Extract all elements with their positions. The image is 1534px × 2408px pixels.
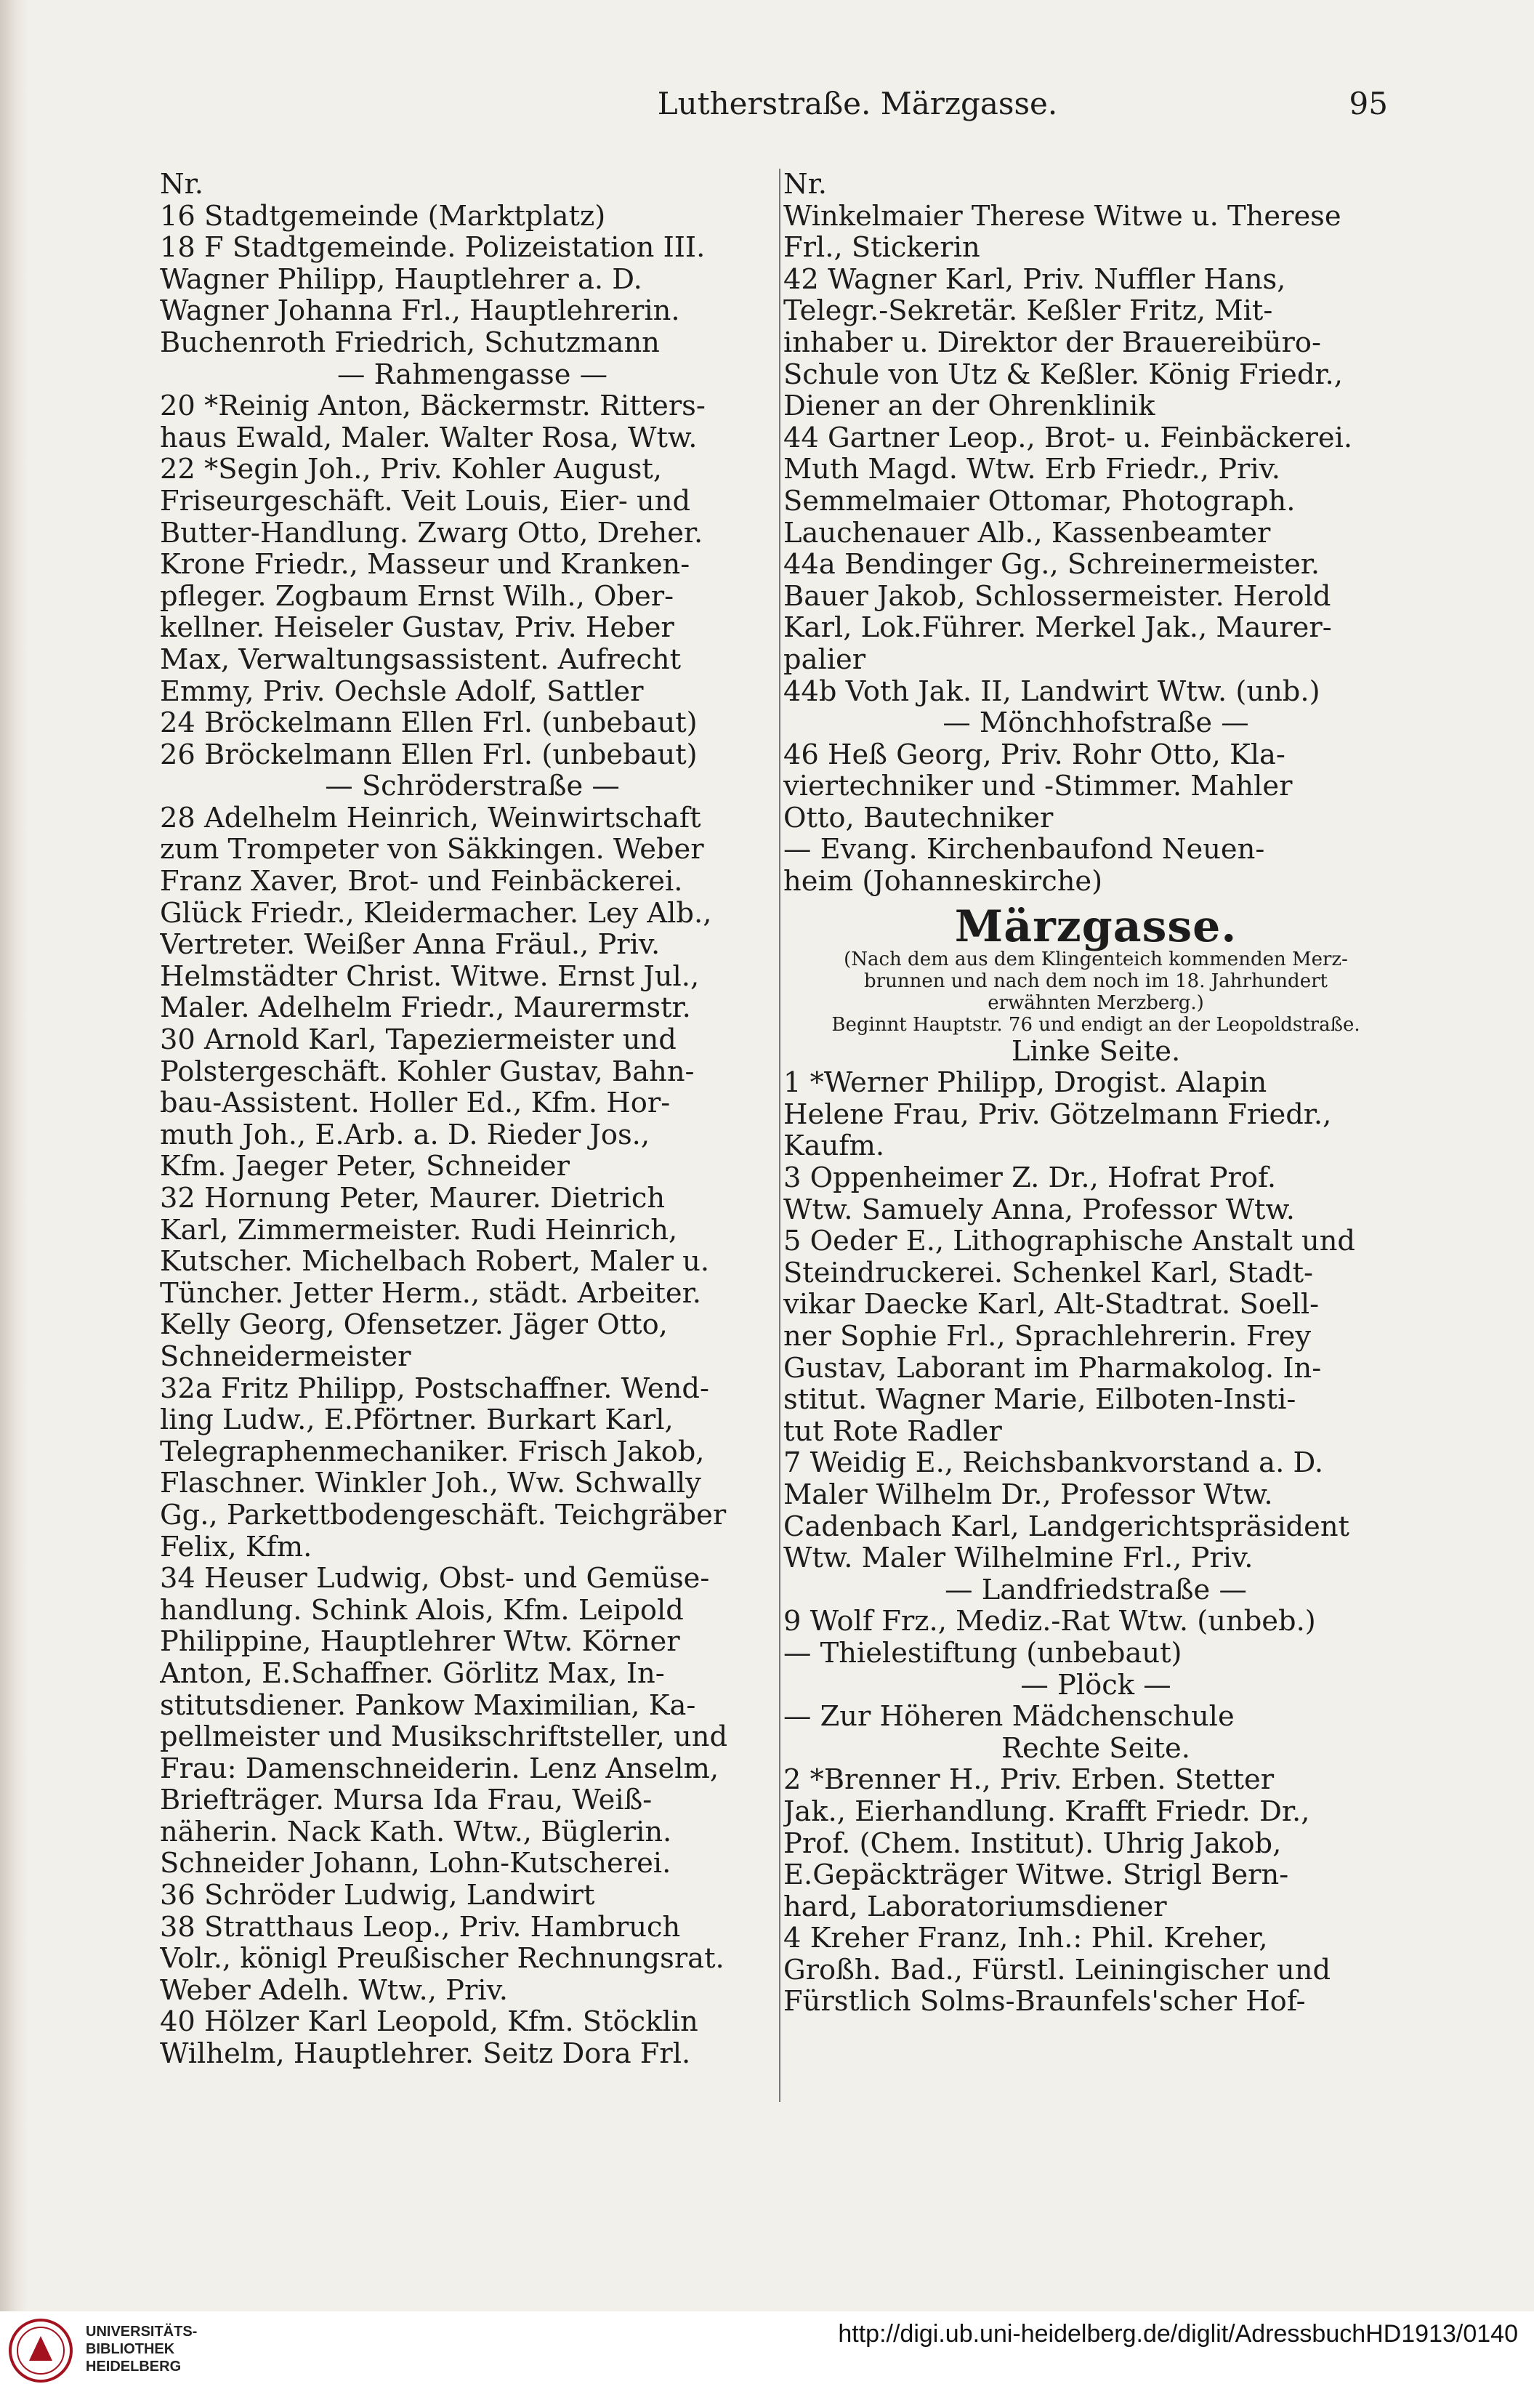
entry-line: Helmstädter Christ. Witwe. Ernst Jul.,: [160, 960, 700, 993]
entry-line: 32a Fritz Philipp, Postschaffner. Wend-: [160, 1372, 709, 1405]
entry-line: Helene Frau, Priv. Götzelmann Friedr.,: [783, 1098, 1332, 1131]
note-line: (Nach dem aus dem Klingenteich kommenden Merz-: [844, 948, 1348, 970]
entry-line: muth Joh., E.Arb. a. D. Rieder Jos.,: [160, 1119, 650, 1151]
entry-line: Maler. Adelhelm Friedr., Maurermstr.: [160, 992, 691, 1025]
entry-line: stitutsdiener. Pankow Maximilian, Ka-: [160, 1689, 696, 1722]
entry-line: pfleger. Zogbaum Ernst Wilh., Ober-: [160, 580, 674, 613]
entry-line: Wtw. Samuely Anna, Professor Wtw.: [783, 1193, 1295, 1226]
entry-line: Kfm. Jaeger Peter, Schneider: [160, 1151, 570, 1183]
note-line: erwähnten Merzberg.): [988, 991, 1204, 1014]
page-number: 95: [1349, 86, 1388, 121]
right-column-entries-bottom: [783, 1036, 1408, 2018]
entry-line: Karl, Zimmermeister. Rudi Heinrich,: [160, 1214, 678, 1247]
entry-line: Wagner Johanna Frl., Hauptlehrerin.: [160, 295, 680, 327]
entry-line: Großh. Bad., Fürstl. Leiningischer und: [783, 1954, 1331, 1986]
entry-line: Wagner Philipp, Hauptlehrer a. D.: [160, 263, 642, 296]
entry-line: — Thielestiftung (unbebaut): [783, 1637, 1182, 1670]
entry-line: Semmelmaier Ottomar, Photograph.: [783, 485, 1296, 518]
entry-line: Briefträger. Mursa Ida Frau, Weiß-: [160, 1784, 653, 1816]
entry-line: Butter-Handlung. Zwarg Otto, Dreher.: [160, 517, 703, 549]
library-name-line: UNIVERSITÄTS-: [86, 2324, 198, 2340]
column-divider: [779, 169, 780, 2102]
entry-line: 7 Weidig E., Reichsbankvorstand a. D.: [783, 1447, 1324, 1479]
entry-line: 44b Voth Jak. II, Landwirt Wtw. (unb.): [783, 675, 1320, 708]
entry-line: Steindruckerei. Schenkel Karl, Stadt-: [783, 1257, 1313, 1289]
note-line: brunnen und nach dem noch im 18. Jahrhundert: [864, 970, 1328, 992]
entry-line: Felix, Kfm.: [160, 1531, 312, 1563]
library-name: [86, 2323, 197, 2375]
entry-line: Philippine, Hauptlehrer Wtw. Körner: [160, 1626, 680, 1658]
entry-line: 32 Hornung Peter, Maurer. Dietrich: [160, 1183, 666, 1215]
entry-line: — Schröderstraße —: [325, 770, 620, 802]
entry-line: Franz Xaver, Brot- und Feinbäckerei.: [160, 866, 683, 898]
entry-line: Nr.: [160, 169, 203, 201]
entry-line: Cadenbach Karl, Landgerichtspräsident: [783, 1510, 1349, 1543]
entry-line: Glück Friedr., Kleidermacher. Ley Alb.,: [160, 897, 712, 930]
entry-line: 40 Hölzer Karl Leopold, Kfm. Stöcklin: [160, 2006, 698, 2039]
entry-line: — Plöck —: [1020, 1669, 1171, 1702]
entry-line: Kelly Georg, Ofensetzer. Jäger Otto,: [160, 1309, 668, 1341]
entry-line: Friseurgeschäft. Veit Louis, Eier- und: [160, 485, 691, 518]
entry-line: handlung. Schink Alois, Kfm. Leipold: [160, 1594, 684, 1627]
entry-line: palier: [783, 643, 866, 676]
entry-line: ner Sophie Frl., Sprachlehrerin. Frey: [783, 1321, 1312, 1353]
entry-line: Polstergeschäft. Kohler Gustav, Bahn-: [160, 1055, 695, 1088]
section-heading: Märzgasse.: [954, 901, 1238, 952]
entry-line: viertechniker und -Stimmer. Mahler: [783, 770, 1293, 802]
entry-line: inhaber u. Direktor der Brauereibüro-: [783, 326, 1321, 359]
entry-line: Winkelmaier Therese Witwe u. Therese: [783, 200, 1341, 233]
entry-line: 2 *Brenner H., Priv. Erben. Stetter: [783, 1764, 1275, 1796]
entry-line: Telegr.-Sekretär. Keßler Fritz, Mit-: [783, 295, 1273, 327]
entry-line: Rechte Seite.: [1001, 1732, 1190, 1765]
entry-line: Krone Friedr., Masseur und Kranken-: [160, 549, 690, 581]
entry-line: 1 *Werner Philipp, Drogist. Alapin: [783, 1067, 1267, 1099]
entry-line: 4 Kreher Franz, Inh.: Phil. Kreher,: [783, 1922, 1268, 1954]
library-name-line: BIBLIOTHEK: [86, 2341, 175, 2357]
entry-line: 24 Bröckelmann Ellen Frl. (unbebaut): [160, 707, 698, 739]
entry-line: 16 Stadtgemeinde (Marktplatz): [160, 200, 606, 233]
entry-line: 30 Arnold Karl, Tapeziermeister und: [160, 1024, 677, 1056]
entry-line: Schule von Utz & Keßler. König Friedr.,: [783, 358, 1343, 391]
entry-line: 18 F Stadtgemeinde. Polizeistation III.: [160, 232, 706, 264]
right-column-entries-top: [783, 169, 1408, 898]
entry-line: — Landfriedstraße —: [945, 1574, 1247, 1606]
entry-line: Emmy, Priv. Oechsle Adolf, Sattler: [160, 675, 644, 708]
entry-line: 44 Gartner Leop., Brot- u. Feinbäckerei.: [783, 422, 1353, 454]
entry-line: 36 Schröder Ludwig, Landwirt: [160, 1880, 595, 1912]
entry-line: Frau: Damenschneiderin. Lenz Anselm,: [160, 1752, 719, 1785]
note-line: Beginnt Hauptstr. 76 und endigt an der Leopoldstraße.: [831, 1013, 1360, 1036]
entry-line: Fürstlich Solms-Braunfels'scher Hof-: [783, 1986, 1306, 2018]
entry-line: 22 *Segin Joh., Priv. Kohler August,: [160, 454, 663, 486]
entry-line: E.Gepäckträger Witwe. Strigl Bern-: [783, 1859, 1289, 1891]
entry-line: Tüncher. Jetter Herm., städt. Arbeiter.: [160, 1277, 701, 1310]
entry-line: 28 Adelhelm Heinrich, Weinwirtschaft: [160, 802, 701, 834]
entry-line: — Mönchhofstraße —: [942, 707, 1249, 739]
entry-line: haus Ewald, Maler. Walter Rosa, Wtw.: [160, 422, 698, 454]
page-edge-shadow: [0, 0, 29, 2408]
entry-line: Muth Magd. Wtw. Erb Friedr., Priv.: [783, 454, 1280, 486]
footer-bar: [0, 2311, 1534, 2408]
entry-line: Maler Wilhelm Dr., Professor Wtw.: [783, 1478, 1273, 1511]
entry-line: Karl, Lok.Führer. Merkel Jak., Maurer-: [783, 612, 1332, 644]
entry-line: Max, Verwaltungsassistent. Aufrecht: [160, 643, 682, 676]
right-column: [783, 169, 1408, 2018]
section-note: [783, 949, 1408, 1036]
entry-line: Volr., königl Preußischer Rechnungsrat.: [160, 1943, 724, 1975]
entry-line: Gg., Parkettbodengeschäft. Teichgräber: [160, 1499, 727, 1531]
entry-line: Kutscher. Michelbach Robert, Maler u.: [160, 1246, 710, 1278]
entry-line: — Zur Höheren Mädchenschule: [783, 1701, 1235, 1733]
entry-line: kellner. Heiseler Gustav, Priv. Heber: [160, 612, 674, 644]
entry-line: Vertreter. Weißer Anna Fräul., Priv.: [160, 929, 661, 961]
page-header: [167, 86, 1388, 137]
entry-line: Wtw. Maler Wilhelmine Frl., Priv.: [783, 1542, 1254, 1574]
entry-line: 20 *Reinig Anton, Bäckermstr. Ritters-: [160, 390, 706, 422]
entry-line: 44a Bendinger Gg., Schreinermeister.: [783, 549, 1320, 581]
entry-line: Flaschner. Winkler Joh., Ww. Schwally: [160, 1467, 701, 1499]
entry-line: Diener an der Ohrenklinik: [783, 390, 1155, 422]
entry-line: 46 Heß Georg, Priv. Rohr Otto, Kla-: [783, 738, 1285, 771]
entry-line: stitut. Wagner Marie, Eilboten-Insti-: [783, 1384, 1296, 1416]
entry-line: ling Ludw., E.Pförtner. Burkart Karl,: [160, 1404, 674, 1436]
entry-line: pellmeister und Musikschriftsteller, und: [160, 1721, 728, 1753]
entry-line: Weber Adelh. Wtw., Priv.: [160, 1974, 508, 2007]
entry-line: — Rahmengasse —: [336, 358, 608, 391]
entry-line: Anton, E.Schaffner. Görlitz Max, In-: [160, 1657, 665, 1690]
entry-line: Gustav, Laborant im Pharmakolog. In-: [783, 1352, 1322, 1385]
entry-line: hard, Laboratoriumsdiener: [783, 1890, 1167, 1923]
entry-line: 9 Wolf Frz., Mediz.-Rat Wtw. (unbeb.): [783, 1606, 1316, 1638]
entry-line: Wilhelm, Hauptlehrer. Seitz Dora Frl.: [160, 2038, 691, 2070]
running-title: Lutherstraße. Märzgasse.: [657, 86, 1058, 121]
entry-line: Schneider Johann, Lohn-Kutscherei.: [160, 1848, 671, 1880]
entry-line: Linke Seite.: [1011, 1035, 1181, 1068]
entry-line: Schneidermeister: [160, 1340, 411, 1373]
entry-line: Frl., Stickerin: [783, 232, 980, 264]
entry-line: Nr.: [783, 169, 827, 201]
entry-line: heim (Johanneskirche): [783, 866, 1103, 898]
entry-line: 3 Oppenheimer Z. Dr., Hofrat Prof.: [783, 1162, 1277, 1194]
entry-line: vikar Daecke Karl, Alt-Stadtrat. Soell-: [783, 1289, 1320, 1321]
entry-line: 38 Stratthaus Leop., Priv. Hambruch: [160, 1911, 681, 1944]
entry-line: bau-Assistent. Holler Ed., Kfm. Hor-: [160, 1087, 671, 1119]
left-column: [160, 169, 785, 2070]
entry-line: Prof. (Chem. Institut). Uhrig Jakob,: [783, 1827, 1282, 1860]
source-url-link[interactable]: http://digi.ub.uni-heidelberg.de/diglit/AdressbuchHD1913/0140: [838, 2320, 1518, 2348]
entry-line: Bauer Jakob, Schlossermeister. Herold: [783, 580, 1331, 613]
entry-line: Lauchenauer Alb., Kassenbeamter: [783, 517, 1271, 549]
entry-line: tut Rote Radler: [783, 1415, 1002, 1448]
entry-line: 34 Heuser Ludwig, Obst- und Gemüse-: [160, 1563, 710, 1595]
entry-line: zum Trompeter von Säkkingen. Weber: [160, 834, 704, 866]
entry-line: Telegraphenmechaniker. Frisch Jakob,: [160, 1435, 705, 1468]
entry-line: 5 Oeder E., Lithographische Anstalt und: [783, 1225, 1355, 1257]
entry-line: 42 Wagner Karl, Priv. Nuffler Hans,: [783, 263, 1286, 296]
entry-line: Kaufm.: [783, 1130, 885, 1163]
university-seal-icon: [7, 2317, 74, 2384]
library-name-line: HEIDELBERG: [86, 2359, 182, 2375]
entry-line: Buchenroth Friedrich, Schutzmann: [160, 326, 660, 359]
entry-line: — Evang. Kirchenbaufond Neuen-: [783, 834, 1265, 866]
entry-line: näherin. Nack Kath. Wtw., Büglerin.: [160, 1816, 672, 1848]
entry-line: Otto, Bautechniker: [783, 802, 1054, 834]
entry-line: Jak., Eierhandlung. Krafft Friedr. Dr.,: [783, 1795, 1310, 1828]
entry-line: 26 Bröckelmann Ellen Frl. (unbebaut): [160, 738, 698, 771]
